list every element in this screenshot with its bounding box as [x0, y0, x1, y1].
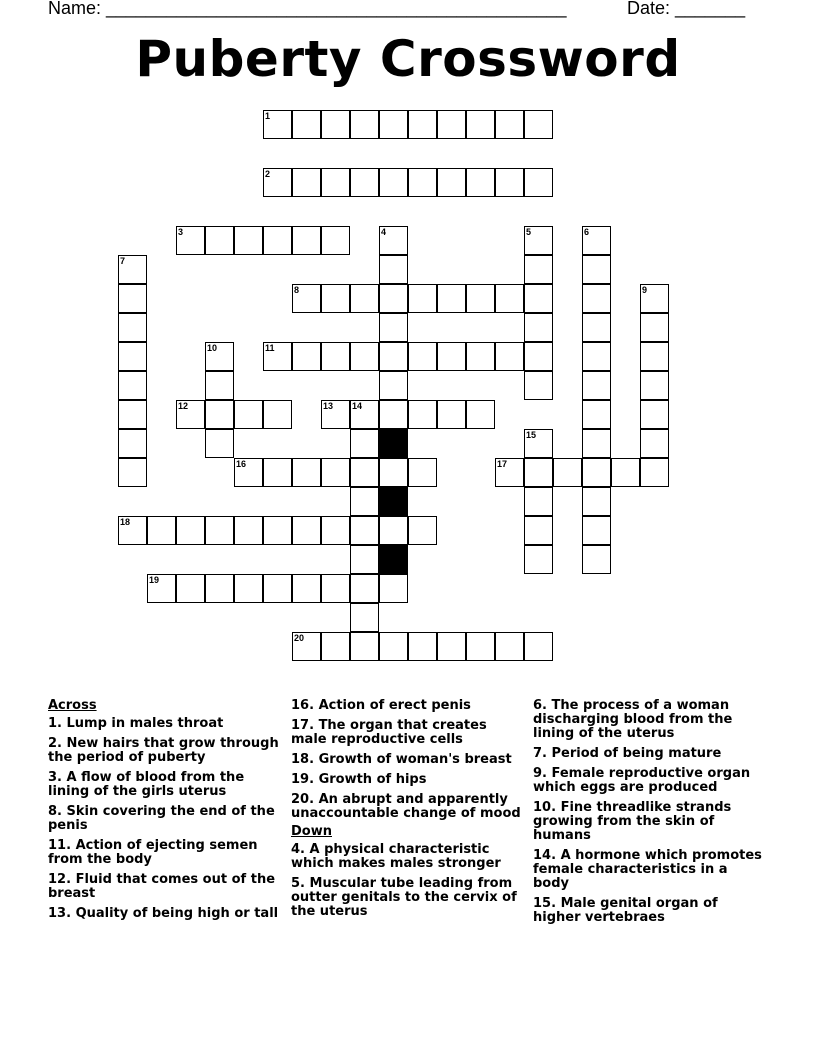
crossword-cell[interactable] — [350, 284, 379, 313]
crossword-cell[interactable] — [495, 458, 524, 487]
crossword-cell[interactable] — [640, 429, 669, 458]
crossword-cell[interactable] — [234, 226, 263, 255]
clue-across-3: 3. A flow of blood from the lining of the girls uterus — [48, 770, 245, 799]
clue-across-13: 13. Quality of being high or tall — [48, 906, 279, 921]
crossword-cell[interactable] — [321, 516, 350, 545]
crossword-cell[interactable] — [321, 458, 350, 487]
crossword-cell[interactable] — [263, 574, 292, 603]
crossword-cell[interactable] — [437, 110, 466, 139]
clue-down-10: 10. Fine threadlike strands growing from the skin of humans — [533, 800, 732, 843]
crossword-cell[interactable] — [582, 487, 611, 516]
clue-across-18: 18. Growth of woman's breast — [291, 752, 512, 767]
crossword-cell[interactable] — [437, 168, 466, 197]
crossword-cell[interactable] — [292, 458, 321, 487]
crossword-cell[interactable] — [379, 284, 408, 313]
crossword-cell[interactable] — [582, 342, 611, 371]
crossword-cell[interactable] — [321, 168, 350, 197]
crossword-cell[interactable] — [176, 574, 205, 603]
crossword-cell[interactable] — [321, 632, 350, 661]
crossword-cell[interactable] — [205, 342, 234, 371]
clue-number: 4 — [381, 227, 387, 237]
clue-down-9: 9. Female reproductive organ which eggs are produced — [533, 766, 751, 795]
clue-down-6: 6. The process of a woman discharging blood from the lining of the uterus — [533, 698, 733, 741]
crossword-cell[interactable] — [408, 458, 437, 487]
crossword-cell[interactable] — [524, 487, 553, 516]
crossword-cell[interactable] — [292, 110, 321, 139]
crossword-cell[interactable] — [321, 284, 350, 313]
clue-number: 8 — [294, 285, 300, 295]
date-label: Date: _______ — [627, 0, 746, 18]
crossword-cell[interactable] — [640, 284, 669, 313]
crossword-cell[interactable] — [640, 400, 669, 429]
crossword-cell[interactable] — [408, 110, 437, 139]
clue-number: 11 — [265, 343, 275, 353]
crossword-cell[interactable] — [379, 632, 408, 661]
crossword-cell[interactable] — [118, 255, 147, 284]
crossword-cell[interactable] — [640, 313, 669, 342]
clue-number: 6 — [584, 227, 590, 237]
clue-across-2: 2. New hairs that grow through the period of puberty — [48, 736, 279, 765]
crossword-cell[interactable] — [524, 110, 553, 139]
crossword-cell[interactable] — [379, 255, 408, 284]
crossword-cell[interactable] — [350, 516, 379, 545]
crossword-cell[interactable] — [582, 400, 611, 429]
crossword-cell[interactable] — [263, 226, 292, 255]
crossword-cell[interactable] — [495, 284, 524, 313]
crossword-cell[interactable] — [379, 226, 408, 255]
crossword-cell[interactable] — [350, 603, 379, 632]
crossword-cell[interactable] — [147, 516, 176, 545]
down-heading: Down — [291, 824, 332, 839]
clue-number: 12 — [178, 401, 189, 411]
crossword-cell[interactable] — [321, 226, 350, 255]
crossword-cell[interactable] — [582, 545, 611, 574]
crossword-cell[interactable] — [292, 226, 321, 255]
clue-down-5: 5. Muscular tube leading from outter genitals to the cervix of the uterus — [291, 876, 517, 919]
crossword-cell[interactable] — [582, 284, 611, 313]
crossword-cell[interactable] — [292, 516, 321, 545]
crossword-cell[interactable] — [524, 516, 553, 545]
crossword-cell[interactable] — [524, 226, 553, 255]
crossword-cell[interactable] — [466, 284, 495, 313]
crossword-cell[interactable] — [118, 516, 147, 545]
crossword-cell[interactable] — [321, 574, 350, 603]
clue-number: 13 — [323, 401, 334, 411]
crossword-cell[interactable] — [350, 400, 379, 429]
crossword-cell[interactable] — [118, 313, 147, 342]
clue-across-1: 1. Lump in males throat — [48, 716, 224, 731]
clue-number: 16 — [236, 459, 247, 469]
clue-number: 5 — [526, 227, 532, 237]
across-heading: Across — [48, 698, 97, 713]
crossword-cell[interactable] — [524, 313, 553, 342]
crossword-cell[interactable] — [379, 110, 408, 139]
crossword-cell[interactable] — [205, 226, 234, 255]
crossword-cell[interactable] — [524, 632, 553, 661]
crossword-cell[interactable] — [582, 313, 611, 342]
crossword-cell[interactable] — [524, 371, 553, 400]
crossword-cell[interactable] — [263, 516, 292, 545]
crossword-cell[interactable] — [379, 342, 408, 371]
clue-number: 17 — [497, 459, 508, 469]
crossword-cell[interactable] — [524, 168, 553, 197]
crossword-cell[interactable] — [350, 168, 379, 197]
crossword-cell[interactable] — [118, 342, 147, 371]
crossword-cell[interactable] — [379, 400, 408, 429]
page-title: Puberty Crossword — [135, 30, 681, 88]
clue-number: 20 — [294, 633, 305, 643]
crossword-cell[interactable] — [205, 516, 234, 545]
crossword-cell[interactable] — [321, 110, 350, 139]
crossword-cell[interactable] — [118, 458, 147, 487]
crossword-cell[interactable] — [524, 429, 553, 458]
clue-column-3 — [533, 699, 767, 931]
crossword-cell[interactable] — [379, 458, 408, 487]
clue-across-19: 19. Growth of hips — [291, 772, 427, 787]
crossword-cell[interactable] — [437, 284, 466, 313]
crossword-cell[interactable] — [524, 458, 553, 487]
crossword-cell[interactable] — [350, 487, 379, 516]
crossword-cell[interactable] — [118, 284, 147, 313]
crossword-cell[interactable] — [582, 255, 611, 284]
crossword-cell[interactable] — [176, 400, 205, 429]
black-cell — [379, 545, 408, 574]
crossword-cell[interactable] — [466, 110, 495, 139]
crossword-cell[interactable] — [495, 110, 524, 139]
crossword-cell[interactable] — [176, 226, 205, 255]
clue-across-8: 8. Skin covering the end of the penis — [48, 804, 275, 833]
crossword-cell[interactable] — [640, 371, 669, 400]
crossword-cell[interactable] — [350, 545, 379, 574]
crossword-cell[interactable] — [321, 342, 350, 371]
crossword-cell[interactable] — [408, 284, 437, 313]
crossword-cell[interactable] — [640, 342, 669, 371]
crossword-cell[interactable] — [234, 574, 263, 603]
crossword-cell[interactable] — [379, 371, 408, 400]
crossword-cell[interactable] — [118, 371, 147, 400]
crossword-cell[interactable] — [176, 516, 205, 545]
clue-down-14: 14. A hormone which promotes female characteristics in a body — [533, 848, 762, 891]
crossword-cell[interactable] — [263, 458, 292, 487]
crossword-cell[interactable] — [350, 342, 379, 371]
crossword-cell[interactable] — [350, 429, 379, 458]
crossword-cell[interactable] — [234, 400, 263, 429]
clue-down-15: 15. Male genital organ of higher vertebraes — [533, 896, 718, 925]
clue-number: 1 — [265, 111, 271, 121]
crossword-cell[interactable] — [466, 400, 495, 429]
crossword-cell[interactable] — [495, 342, 524, 371]
crossword-cell[interactable] — [524, 255, 553, 284]
crossword-cell[interactable] — [408, 632, 437, 661]
crossword-cell[interactable] — [582, 371, 611, 400]
clue-number: 7 — [120, 256, 126, 266]
crossword-cell[interactable] — [234, 458, 263, 487]
crossword-cell[interactable] — [379, 516, 408, 545]
clue-number: 3 — [178, 227, 184, 237]
crossword-cell[interactable] — [437, 632, 466, 661]
crossword-cell[interactable] — [466, 632, 495, 661]
crossword-cell[interactable] — [205, 371, 234, 400]
crossword-cell[interactable] — [582, 516, 611, 545]
crossword-cell[interactable] — [379, 313, 408, 342]
crossword-cell[interactable] — [292, 342, 321, 371]
crossword-cell[interactable] — [118, 400, 147, 429]
crossword-cell[interactable] — [234, 516, 263, 545]
clue-number: 2 — [265, 169, 271, 179]
clue-number: 14 — [352, 401, 363, 411]
clue-across-11: 11. Action of ejecting semen from the body — [48, 838, 258, 867]
black-cell — [379, 487, 408, 516]
crossword-cell[interactable] — [263, 342, 292, 371]
crossword-cell[interactable] — [495, 632, 524, 661]
crossword-cell[interactable] — [147, 574, 176, 603]
crossword-cell[interactable] — [321, 400, 350, 429]
crossword-cell[interactable] — [350, 574, 379, 603]
clue-number: 18 — [120, 517, 131, 527]
crossword-cell[interactable] — [466, 342, 495, 371]
crossword-cell[interactable] — [292, 284, 321, 313]
crossword-cell[interactable] — [118, 429, 147, 458]
crossword-cell[interactable] — [292, 168, 321, 197]
crossword-cell[interactable] — [379, 574, 408, 603]
clue-across-16: 16. Action of erect penis — [291, 698, 471, 713]
crossword-cell[interactable] — [408, 168, 437, 197]
crossword-cell[interactable] — [495, 168, 524, 197]
crossword-cell[interactable] — [466, 168, 495, 197]
crossword-cell[interactable] — [350, 458, 379, 487]
clue-number: 15 — [526, 430, 537, 440]
clue-number: 10 — [207, 343, 218, 353]
clue-column-2 — [291, 699, 525, 925]
clue-number: 9 — [642, 285, 648, 295]
crossword-cell[interactable] — [350, 110, 379, 139]
black-cell — [379, 429, 408, 458]
crossword-cell[interactable] — [292, 632, 321, 661]
crossword-cell[interactable] — [408, 342, 437, 371]
clue-across-20: 20. An abrupt and apparently unaccountable change of mood — [291, 792, 521, 821]
crossword-cell[interactable] — [205, 574, 234, 603]
crossword-cell[interactable] — [553, 458, 582, 487]
clue-down-4: 4. A physical characteristic which makes males stronger — [291, 842, 501, 871]
crossword-cell[interactable] — [582, 458, 611, 487]
crossword-cell[interactable] — [408, 516, 437, 545]
crossword-cell[interactable] — [437, 342, 466, 371]
crossword-cell[interactable] — [524, 284, 553, 313]
crossword-cell[interactable] — [582, 226, 611, 255]
clue-across-17: 17. The organ that creates male reproductive cells — [291, 718, 487, 747]
crossword-cell[interactable] — [524, 342, 553, 371]
crossword-cell[interactable] — [524, 545, 553, 574]
name-label: Name: ______________________________________________ — [48, 0, 567, 18]
crossword-cell[interactable] — [263, 110, 292, 139]
clue-column-1 — [48, 699, 284, 927]
crossword-cell[interactable] — [263, 400, 292, 429]
crossword-cell[interactable] — [292, 574, 321, 603]
clue-down-7: 7. Period of being mature — [533, 746, 722, 761]
clue-across-12: 12. Fluid that comes out of the breast — [48, 872, 276, 901]
crossword-cell[interactable] — [408, 400, 437, 429]
crossword-cell[interactable] — [437, 400, 466, 429]
crossword-cell[interactable] — [205, 429, 234, 458]
crossword-cell[interactable] — [205, 400, 234, 429]
crossword-cell[interactable] — [640, 458, 669, 487]
clue-number: 19 — [149, 575, 160, 585]
crossword-cell[interactable] — [263, 168, 292, 197]
crossword-cell[interactable] — [611, 458, 640, 487]
crossword-cell[interactable] — [350, 632, 379, 661]
crossword-cell[interactable] — [379, 168, 408, 197]
crossword-cell[interactable] — [582, 429, 611, 458]
